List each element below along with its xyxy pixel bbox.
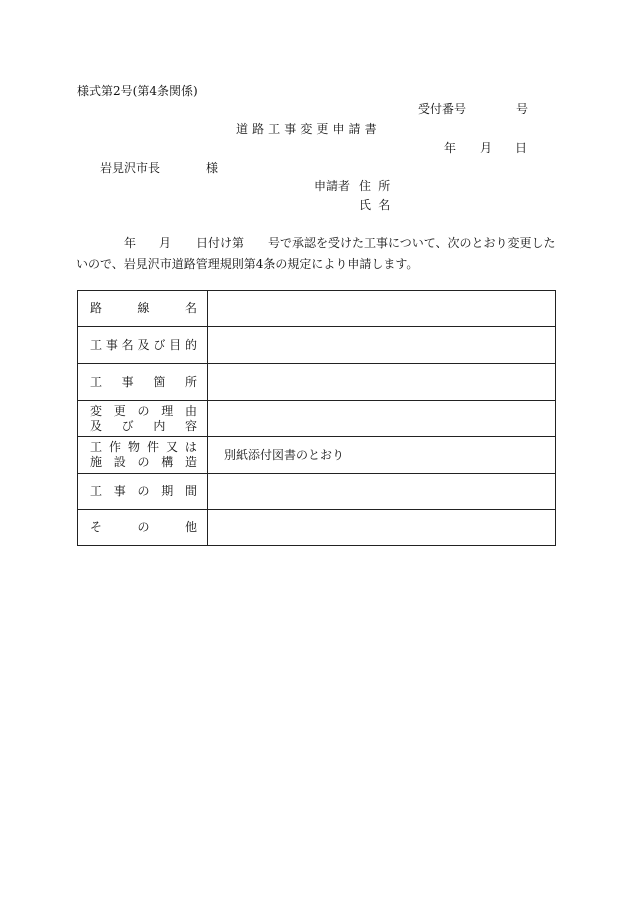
- label-char: 工: [90, 374, 103, 389]
- label-char: 路: [90, 301, 103, 315]
- receipt-number-label: 受付番号: [418, 102, 467, 116]
- value-route-name[interactable]: [208, 291, 556, 327]
- label-char: び: [121, 418, 134, 433]
- table-row: [78, 291, 556, 327]
- label-work-name-purpose: [78, 327, 208, 364]
- label-char: 造: [184, 455, 197, 469]
- addressee: 岩見沢市長: [100, 161, 161, 175]
- label-char: 由: [184, 403, 197, 418]
- address-label: 住所: [359, 179, 398, 193]
- label-char: の: [137, 484, 150, 498]
- label-char: 事: [105, 337, 118, 352]
- label-structure: [78, 437, 208, 474]
- label-char: 事: [121, 374, 134, 389]
- table-row: [78, 327, 556, 364]
- label-char: 工: [90, 484, 103, 498]
- label-char: 事: [113, 484, 126, 498]
- body-month: 月: [159, 236, 172, 250]
- label-char: び: [153, 337, 166, 352]
- label-char: 工: [90, 440, 103, 454]
- table-row: [78, 474, 556, 510]
- label-work-period: [78, 474, 208, 510]
- label-char: の: [137, 520, 150, 534]
- body-year: 年: [124, 236, 137, 250]
- document-title: 道路工事変更申請書: [236, 122, 381, 136]
- label-char: 容: [184, 418, 197, 433]
- name-label: 氏名: [359, 198, 398, 212]
- label-char: 構: [161, 455, 174, 469]
- honorific: 様: [206, 161, 219, 175]
- form-number: 様式第2号(第4条関係): [77, 84, 198, 98]
- label-char: 工: [90, 337, 103, 352]
- label-char: は: [184, 440, 197, 454]
- label-char: 期: [161, 484, 174, 498]
- date-day-label: 日: [515, 141, 528, 155]
- label-char: 間: [184, 484, 197, 498]
- label-char: の: [137, 455, 150, 469]
- label-char: 更: [113, 403, 126, 418]
- label-char: 設: [113, 455, 126, 469]
- applicant-label: 申請者: [314, 179, 351, 193]
- label-char: 箇: [153, 374, 166, 389]
- table-row: [78, 437, 556, 474]
- value-structure[interactable]: 別紙添付図書のとおり: [208, 437, 556, 474]
- date-month-label: 月: [480, 141, 493, 155]
- value-work-location[interactable]: [208, 364, 556, 401]
- receipt-number-suffix: 号: [516, 102, 529, 116]
- label-char: 内: [153, 418, 166, 433]
- label-char: 線: [137, 301, 150, 315]
- label-char: 他: [184, 520, 197, 534]
- label-char: 名: [121, 337, 134, 352]
- label-char: 所: [184, 374, 197, 389]
- label-char: 及: [90, 418, 103, 433]
- table-row: [78, 401, 556, 437]
- date-year-label: 年: [444, 141, 457, 155]
- body-sentence-2: いので、岩見沢市道路管理規則第4条の規定により申請します。: [76, 257, 419, 271]
- label-char: 的: [184, 337, 197, 352]
- label-char: そ: [90, 520, 103, 534]
- label-char: 又: [165, 440, 178, 454]
- label-char: 件: [146, 440, 159, 454]
- body-dated-number: 日付け第: [196, 236, 245, 250]
- table-row: [78, 510, 556, 546]
- label-char: 及: [137, 337, 150, 352]
- value-work-period[interactable]: [208, 474, 556, 510]
- label-char: 変: [90, 403, 103, 418]
- label-work-location: [78, 364, 208, 401]
- application-table: [77, 290, 556, 546]
- label-other: [78, 510, 208, 546]
- label-char: 施: [90, 455, 103, 469]
- label-char: の: [137, 403, 150, 418]
- body-sentence-1: 号で承認を受けた工事について、次のとおり変更した: [268, 236, 556, 250]
- table-row: [78, 364, 556, 401]
- value-other[interactable]: [208, 510, 556, 546]
- label-char: 理: [161, 403, 174, 418]
- label-route-name: [78, 291, 208, 327]
- label-char: 目: [169, 337, 182, 352]
- label-char: 作: [108, 440, 121, 454]
- label-char: 物: [127, 440, 140, 454]
- label-char: 名: [184, 301, 197, 315]
- label-change-reason: [78, 401, 208, 437]
- value-work-name-purpose[interactable]: [208, 327, 556, 364]
- value-change-reason[interactable]: [208, 401, 556, 437]
